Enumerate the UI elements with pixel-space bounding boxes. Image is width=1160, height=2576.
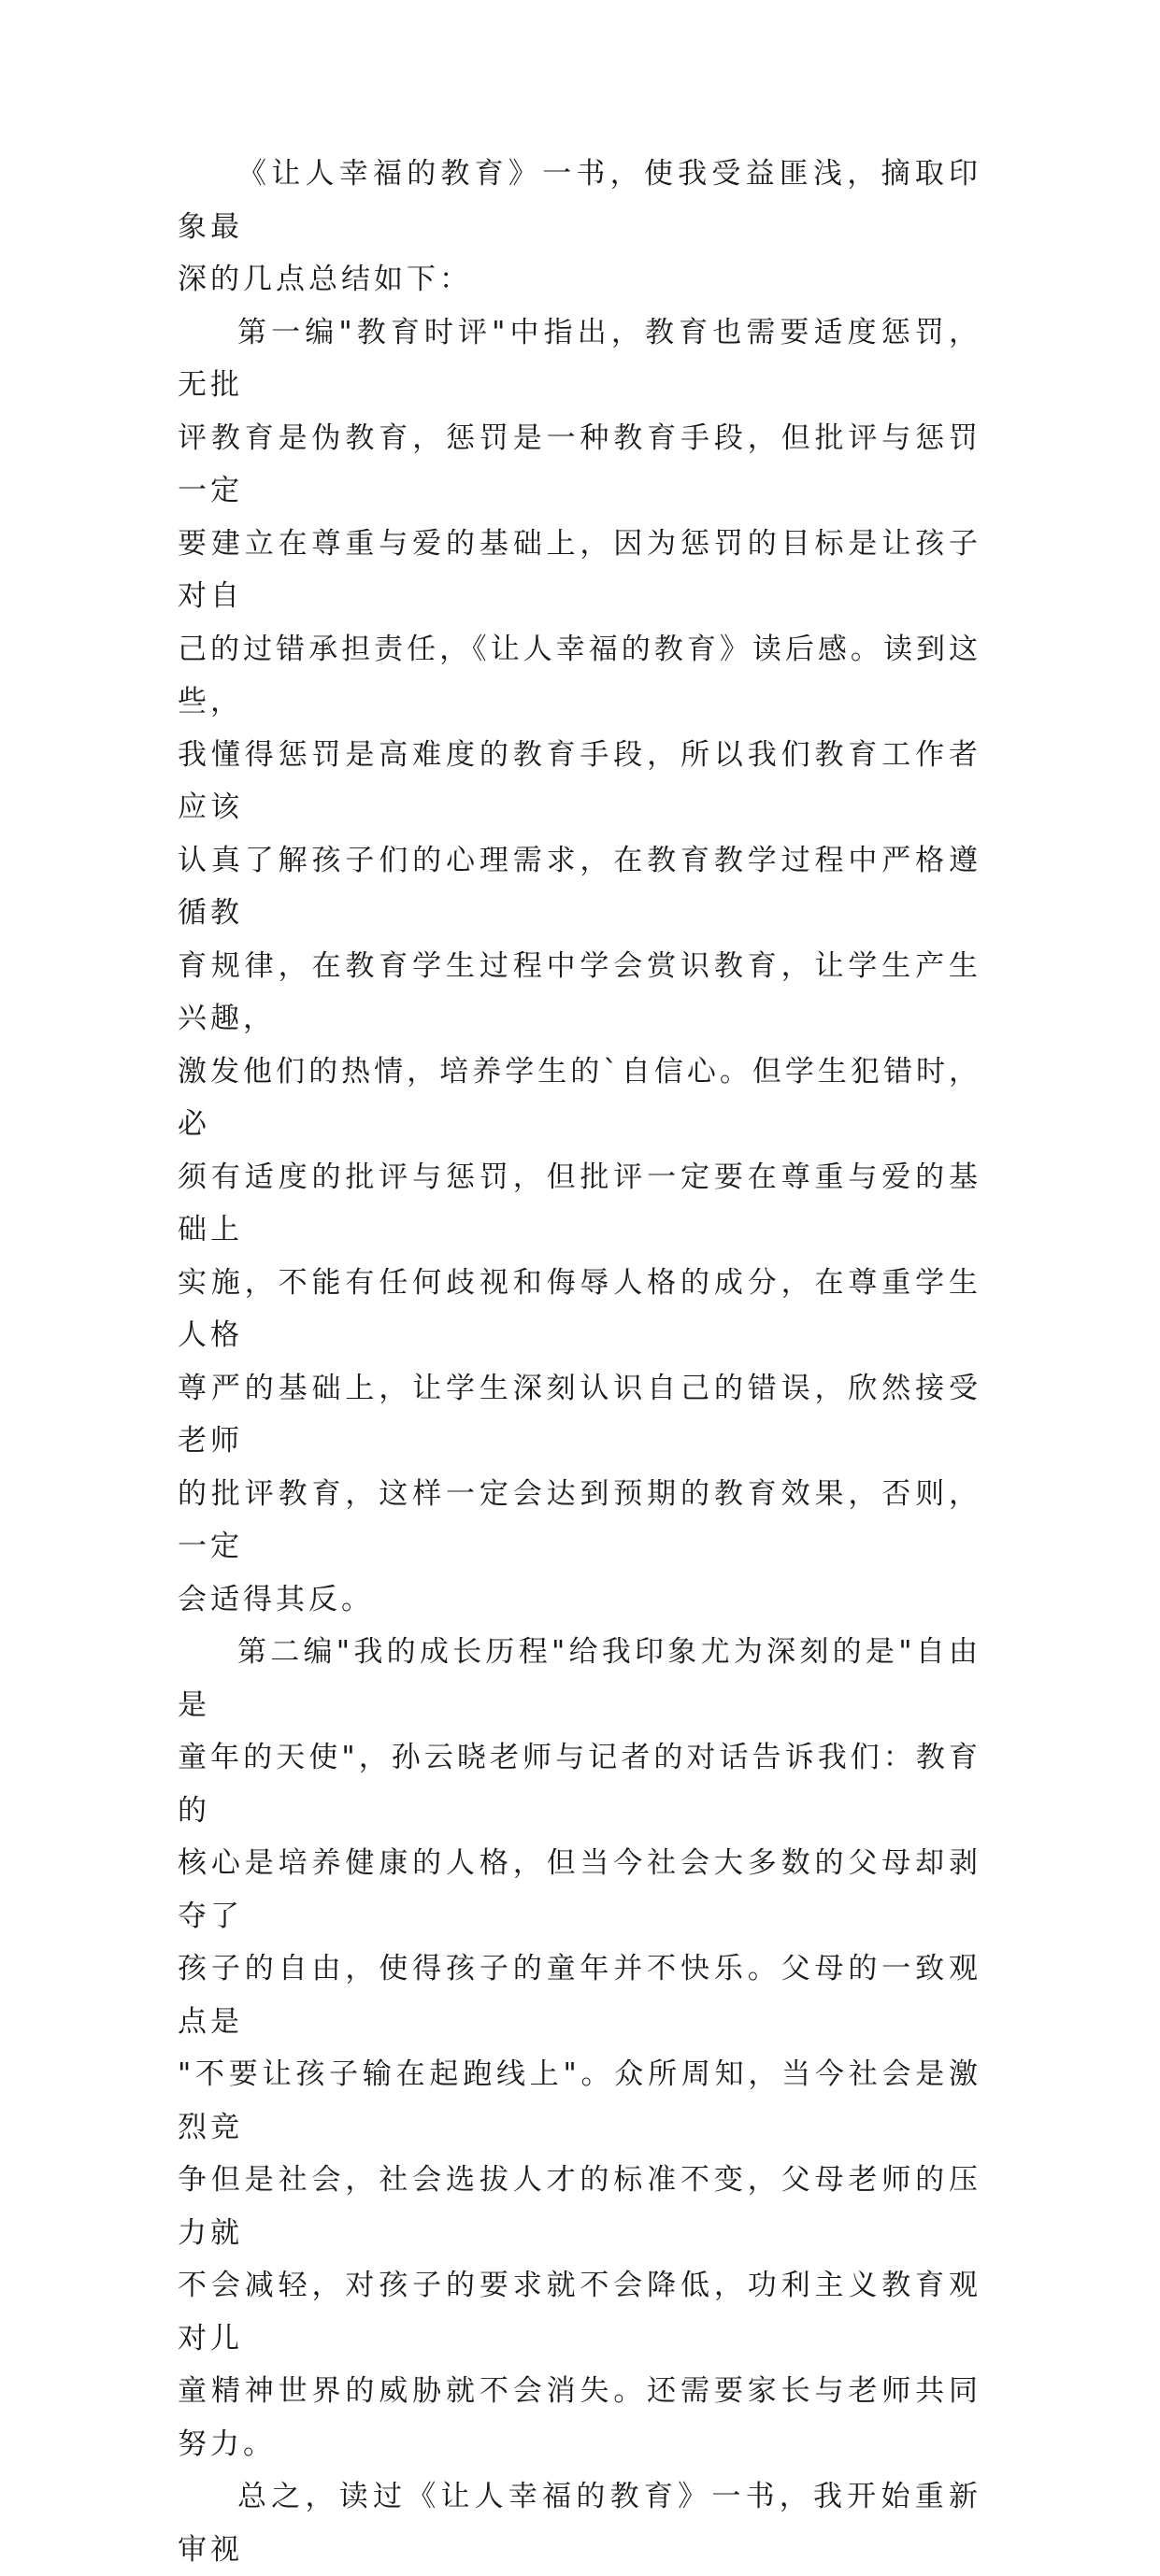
paragraph-intro: 《让人幸福的教育》一书，使我受益匪浅，摘取印象最 深的几点总结如下：: [178, 157, 981, 296]
paragraph-part-one: 第一编"教育时评"中指出，教育也需要适度惩罚，无批 评教育是伪教育，惩罚是一种教育手段，但批评与惩罚一定 要建立在尊重与爱的基础上，因为惩罚的目标是让孩子对自 己的过错承担责任，《让人幸福的教育》读后感。读到这些， 我懂得惩罚是高难度的教育手段，所以我们教育工作者应该 认真了解孩子们的心理需求，在教育教学过程中严格遵循教 育规律，在教育学生过程中学会赏识教育，让学生产生兴趣， 激发他们的热情，培养学生的`自信心。但学生犯错时，必 须有适度的批评与惩罚，但批评一定要在尊重与爱的基础上 实施，不能有任何歧视和侮辱人格的成分，在尊重学生人格 尊严的基础上，让学生深刻认识自己的错误，欣然接受老师 的批评教育，这样一定会达到预期的教育效果，否则，一定 会适得其反。: [178, 315, 981, 1616]
document-body: [178, 148, 981, 2576]
paragraph-conclusion: 总之，读过《让人幸福的教育》一书，我开始重新审视: [178, 2480, 981, 2567]
paragraph-part-two: 第二编"我的成长历程"给我印象尤为深刻的是"自由是 童年的天使"，孙云晓老师与记者的对话告诉我们：教育的 核心是培养健康的人格，但当今社会大多数的父母却剥夺了 孩子的自由，使得孩子的童年并不快乐。父母的一致观点是 "不要让孩子输在起跑线上"。众所周知，当今社会是激烈竞 争但是社会，社会选拔人才的标准不变，父母老师的压力就 不会减轻，对孩子的要求就不会降低，功利主义教育观对儿 童精神世界的威胁就不会消失。还需要家长与老师共同努力。: [178, 1635, 981, 2461]
